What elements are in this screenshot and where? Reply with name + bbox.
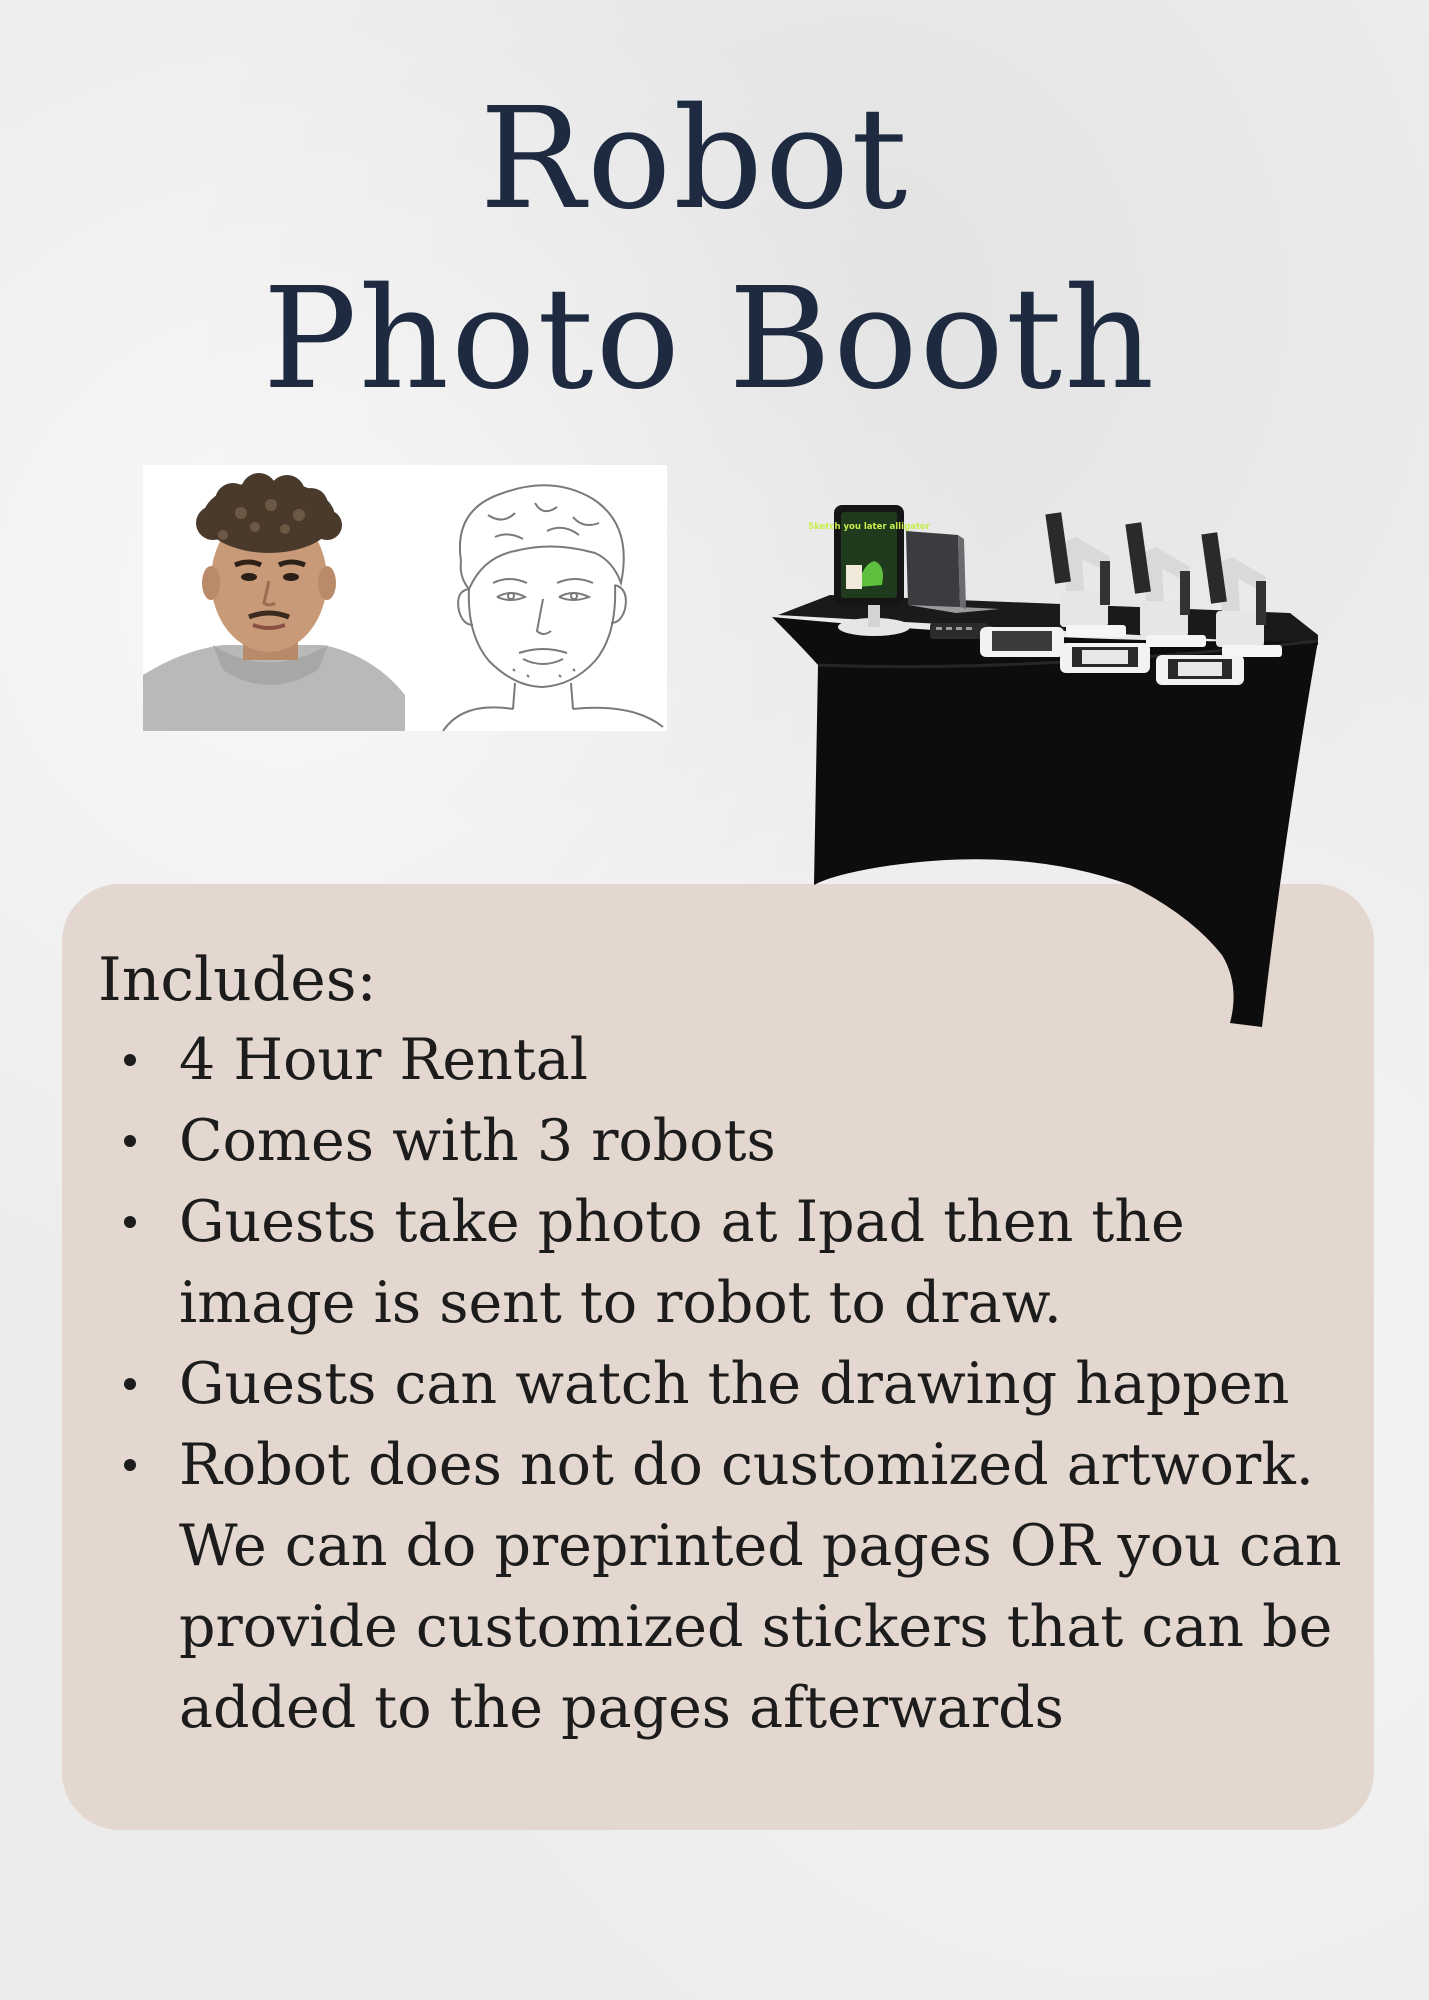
list-item-text: Robot does not do customized artwork. We can do preprinted pages OR you can provide customized stickers that can be added to the pages afterwards: [179, 1432, 1342, 1741]
robot-booth-table-image: [770, 495, 1330, 1030]
list-item-text: 4 Hour Rental: [179, 1027, 588, 1093]
list-item: [98, 1020, 1378, 1101]
ipad-screen-text: Sketch you later alligator: [808, 522, 930, 532]
bullet-icon: [124, 1135, 136, 1147]
bullet-icon: [124, 1459, 136, 1471]
bullet-icon: [124, 1378, 136, 1390]
laptop: [906, 531, 1000, 613]
portrait-photo: [143, 465, 405, 731]
robot-sketch-drawing: [443, 485, 663, 731]
includes-list: [98, 1020, 1378, 1749]
bullet-icon: [124, 1054, 136, 1066]
list-item: [98, 1101, 1378, 1182]
list-item-text: Comes with 3 robots: [179, 1108, 776, 1174]
includes-heading: Includes:: [98, 945, 377, 1015]
list-item: [98, 1344, 1378, 1425]
drawing-robots: [1045, 512, 1282, 657]
list-item-text: Guests take photo at Ipad then the image is sent to robot to draw.: [179, 1189, 1185, 1336]
list-item-text: Guests can watch the drawing happen: [179, 1351, 1290, 1417]
list-item: [98, 1425, 1378, 1749]
title-line-2: Photo Booth: [262, 258, 1157, 421]
photo-and-sketch-example: [143, 465, 667, 731]
bullet-icon: [124, 1216, 136, 1228]
list-item: [98, 1182, 1378, 1344]
title-line-1: Robot: [479, 78, 910, 241]
